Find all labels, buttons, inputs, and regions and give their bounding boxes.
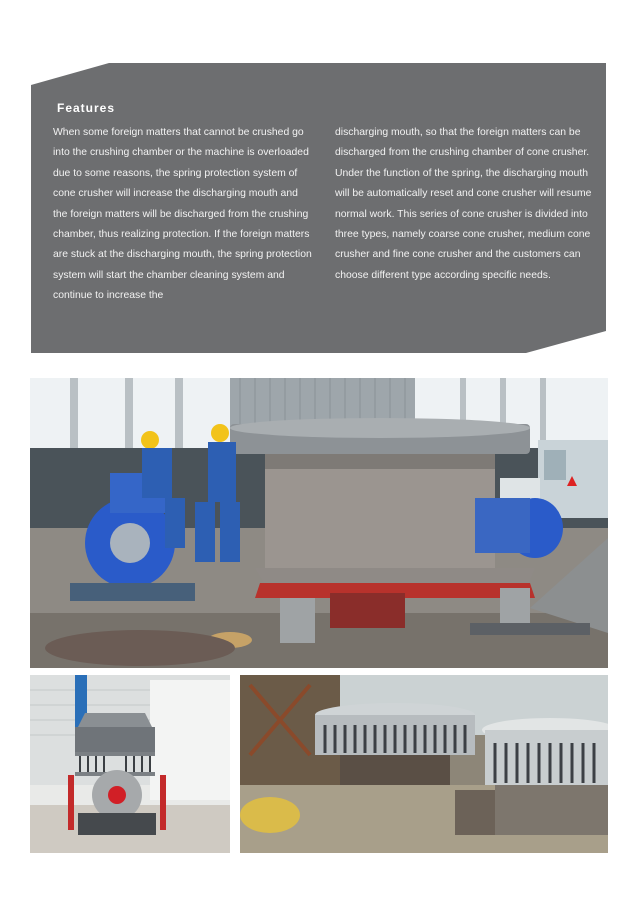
features-text-left-column: When some foreign matters that cannot be crushed go into the crushing chamber or the machine is overloaded due to some reasons, the spring protection system of cone crusher will increase the discharging mouth and the foreign matters will be discharged from the crushing chamber, thus realizing protection. If the foreign matters are stuck at the discharging mouth, the spring protection system will start the chamber cleaning system and continue to increase the <box>53 127 312 302</box>
photo-cone-crusher-assembly <box>30 378 608 668</box>
photo-cone-crusher-front <box>30 675 230 853</box>
features-panel <box>31 63 606 353</box>
photo-cone-crushers-row <box>240 675 608 853</box>
features-text-right-column: discharging mouth, so that the foreign matters can be discharged from the crushing chamber of cone crusher. Under the function of the spring, the discharging mouth will be automatically reset and cone crusher will resume normal work. This series of cone crusher is divided into three types, namely coarse cone crusher, medium cone crusher and fine cone crusher and the customers can choose different type according specific needs. <box>335 127 592 281</box>
features-heading: Features <box>57 101 116 115</box>
